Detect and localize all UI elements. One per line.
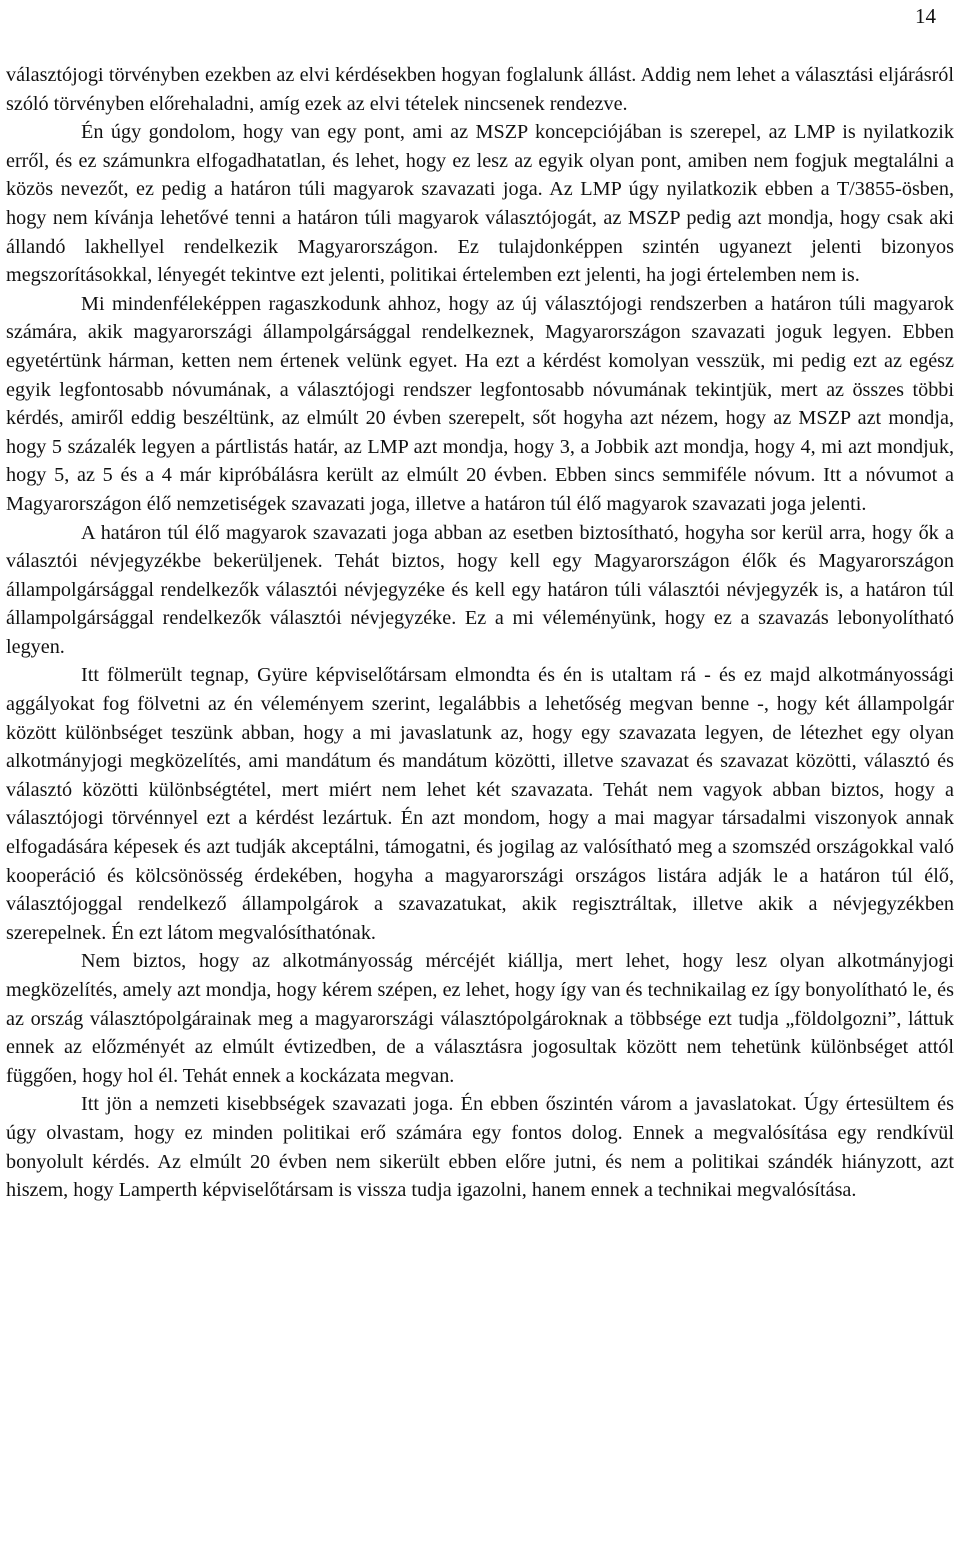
paragraph: A határon túl élő magyarok szavazati joga abban az esetben biztosítható, hogyha sor kerül arra, hogy ők a választói névjegyzékbe bekerüljenek. Tehát biztos, hogy kell egy Magyarországon élők és Magyarországon állampolgársággal rendelkezők választói névjegyzéke és kell egy határon túli választói névjegyzék is, a határon túl állampolgársággal rendelkezők választói névjegyzéke. Ez a mi véleményünk, hogy ez a szavazás lebonyolítható legyen.: [6, 521, 954, 658]
paragraph: Mi mindenféleképpen ragaszkodunk ahhoz, hogy az új választójogi rendszerben a határon túli magyarok számára, akik magyarországi állampolgársággal rendelkeznek, Magyarországon szavazati joguk legyen. Ebben egyetértünk hárman, ketten nem értenek velünk egyet. Ha ezt a kérdést komolyan vesszük, mi pedig ezt az egész egyik legfontosabb nóvumának, a választójogi rendszer legfontosabb nóvumának tekintjük, mert az összes többi kérdés, amiről eddig beszéltünk, az elmúlt 20 évben szerepelt, sőt hogyha azt nézem, hogy az MSZP azt mondja, hogy 5 százalék legyen a pártlistás határ, az LMP azt mondja, hogy 3, a Jobbik azt mondja, hogy 4, mi azt mondjuk, hogy 5, az 5 és a 4 már kipróbálásra került az elmúlt 20 évben. Ebben sincs semmiféle nóvum. Itt a nóvumot a Magyarországon élő nemzetiségek szavazati joga, illetve a határon túl élő magyarok szavazati joga jelenti.: [6, 292, 954, 515]
paragraph: Én úgy gondolom, hogy van egy pont, ami az MSZP koncepciójában is szerepel, az LMP is nyilatkozik erről, és ez számunkra elfogadhatatlan, és lehet, hogy ez lesz az egyik olyan pont, amiben nem fogjuk megtalálni a közös nevezőt, ez pedig a határon túli magyarok szavazati joga. Az LMP úgy nyilatkozik ebben a T/3855-ösben, hogy nem kívánja lehetővé tenni a határon túli magyarok választójogát, az MSZP pedig azt mondja, hogy csak aki állandó lakhellyel rendelkezik Magyarországon. Ez tulajdonképpen szintén ugyanezt jelenti bizonyos megszorításokkal, lényegét tekintve ezt jelenti, politikai értelemben ezt jelenti, ha jogi értelemben nem is.: [6, 121, 954, 287]
page-number: 14: [915, 4, 936, 28]
paragraph: Itt fölmerült tegnap, Gyüre képviselőtársam elmondta és én is utaltam rá - és ez majd alkotmányossági aggályokat fog fölvetni az én véleményem szerint, legalábbis a lehetőség megvan benne -, hogy két állampolgár között különbséget teszünk abban, hogy a mi javaslatunk az, hogy egy szavazata legyen, de létezhet egy olyan alkotmányjogi megközelítés, ami mandátum és mandátum közötti, illetve szavazat és szavazat közötti, választó és választó közötti különbségtétel, mert miért nem lehet két szavazata. Tehát nem vagyok abban biztos, hogy a választójogi törvénnyel ezt a kérdést lezártuk. Én azt mondom, hogy a mai magyar társadalmi viszonyok annak elfogadására képesek és azt tudják akceptálni, támogatni, és jogilag az valósítható meg a szomszéd országokkal való kooperáció és kölcsönösség érdekében, hogyha a magyarországi országos listára adják le a határon túl élő, választójoggal rendelkező állampolgárok a szavazatukat, akik regisztráltak, illetve akik a névjegyzékben szerepelnek. Én ezt látom megvalósíthatónak.: [6, 664, 954, 944]
paragraph-continuation: választójogi törvényben ezekben az elvi kérdésekben hogyan foglalunk állást. Addig nem lehet a választási eljárásról szóló törvényben előrehaladni, amíg ezek az elvi tételek nincsenek rendezve.: [6, 64, 954, 115]
document-body: [6, 61, 954, 1205]
paragraph: Nem biztos, hogy az alkotmányosság mércéjét kiállja, mert lehet, hogy lesz olyan alkotmányjogi megközelítés, amely azt mondja, hogy kérem szépen, ez lehet, hogy így van és technikailag ez így bonyolítható le, és az ország választópolgárainak meg a magyarországi választópolgároknak a többsége ezt tudja „földolgozni”, láttuk ennek az előzményét az elmúlt évtizedben, de a választásra jogosultak között nem tehetünk különbséget attól függően, hogy hol él. Tehát ennek a kockázata megvan.: [6, 950, 954, 1087]
paragraph: Itt jön a nemzeti kisebbségek szavazati joga. Én ebben őszintén várom a javaslatokat. Úgy értesültem és úgy olvastam, hogy ez minden politikai erő számára egy fontos dolog. Ennek a megvalósítása egy rendkívül bonyolult kérdés. Az elmúlt 20 évben nem sikerült ebben előre jutni, és nem a politikai szándék hiányzott, azt hiszem, hogy Lamperth képviselőtársam is vissza tudja igazolni, hanem ennek a technikai megvalósítása.: [6, 1093, 954, 1202]
